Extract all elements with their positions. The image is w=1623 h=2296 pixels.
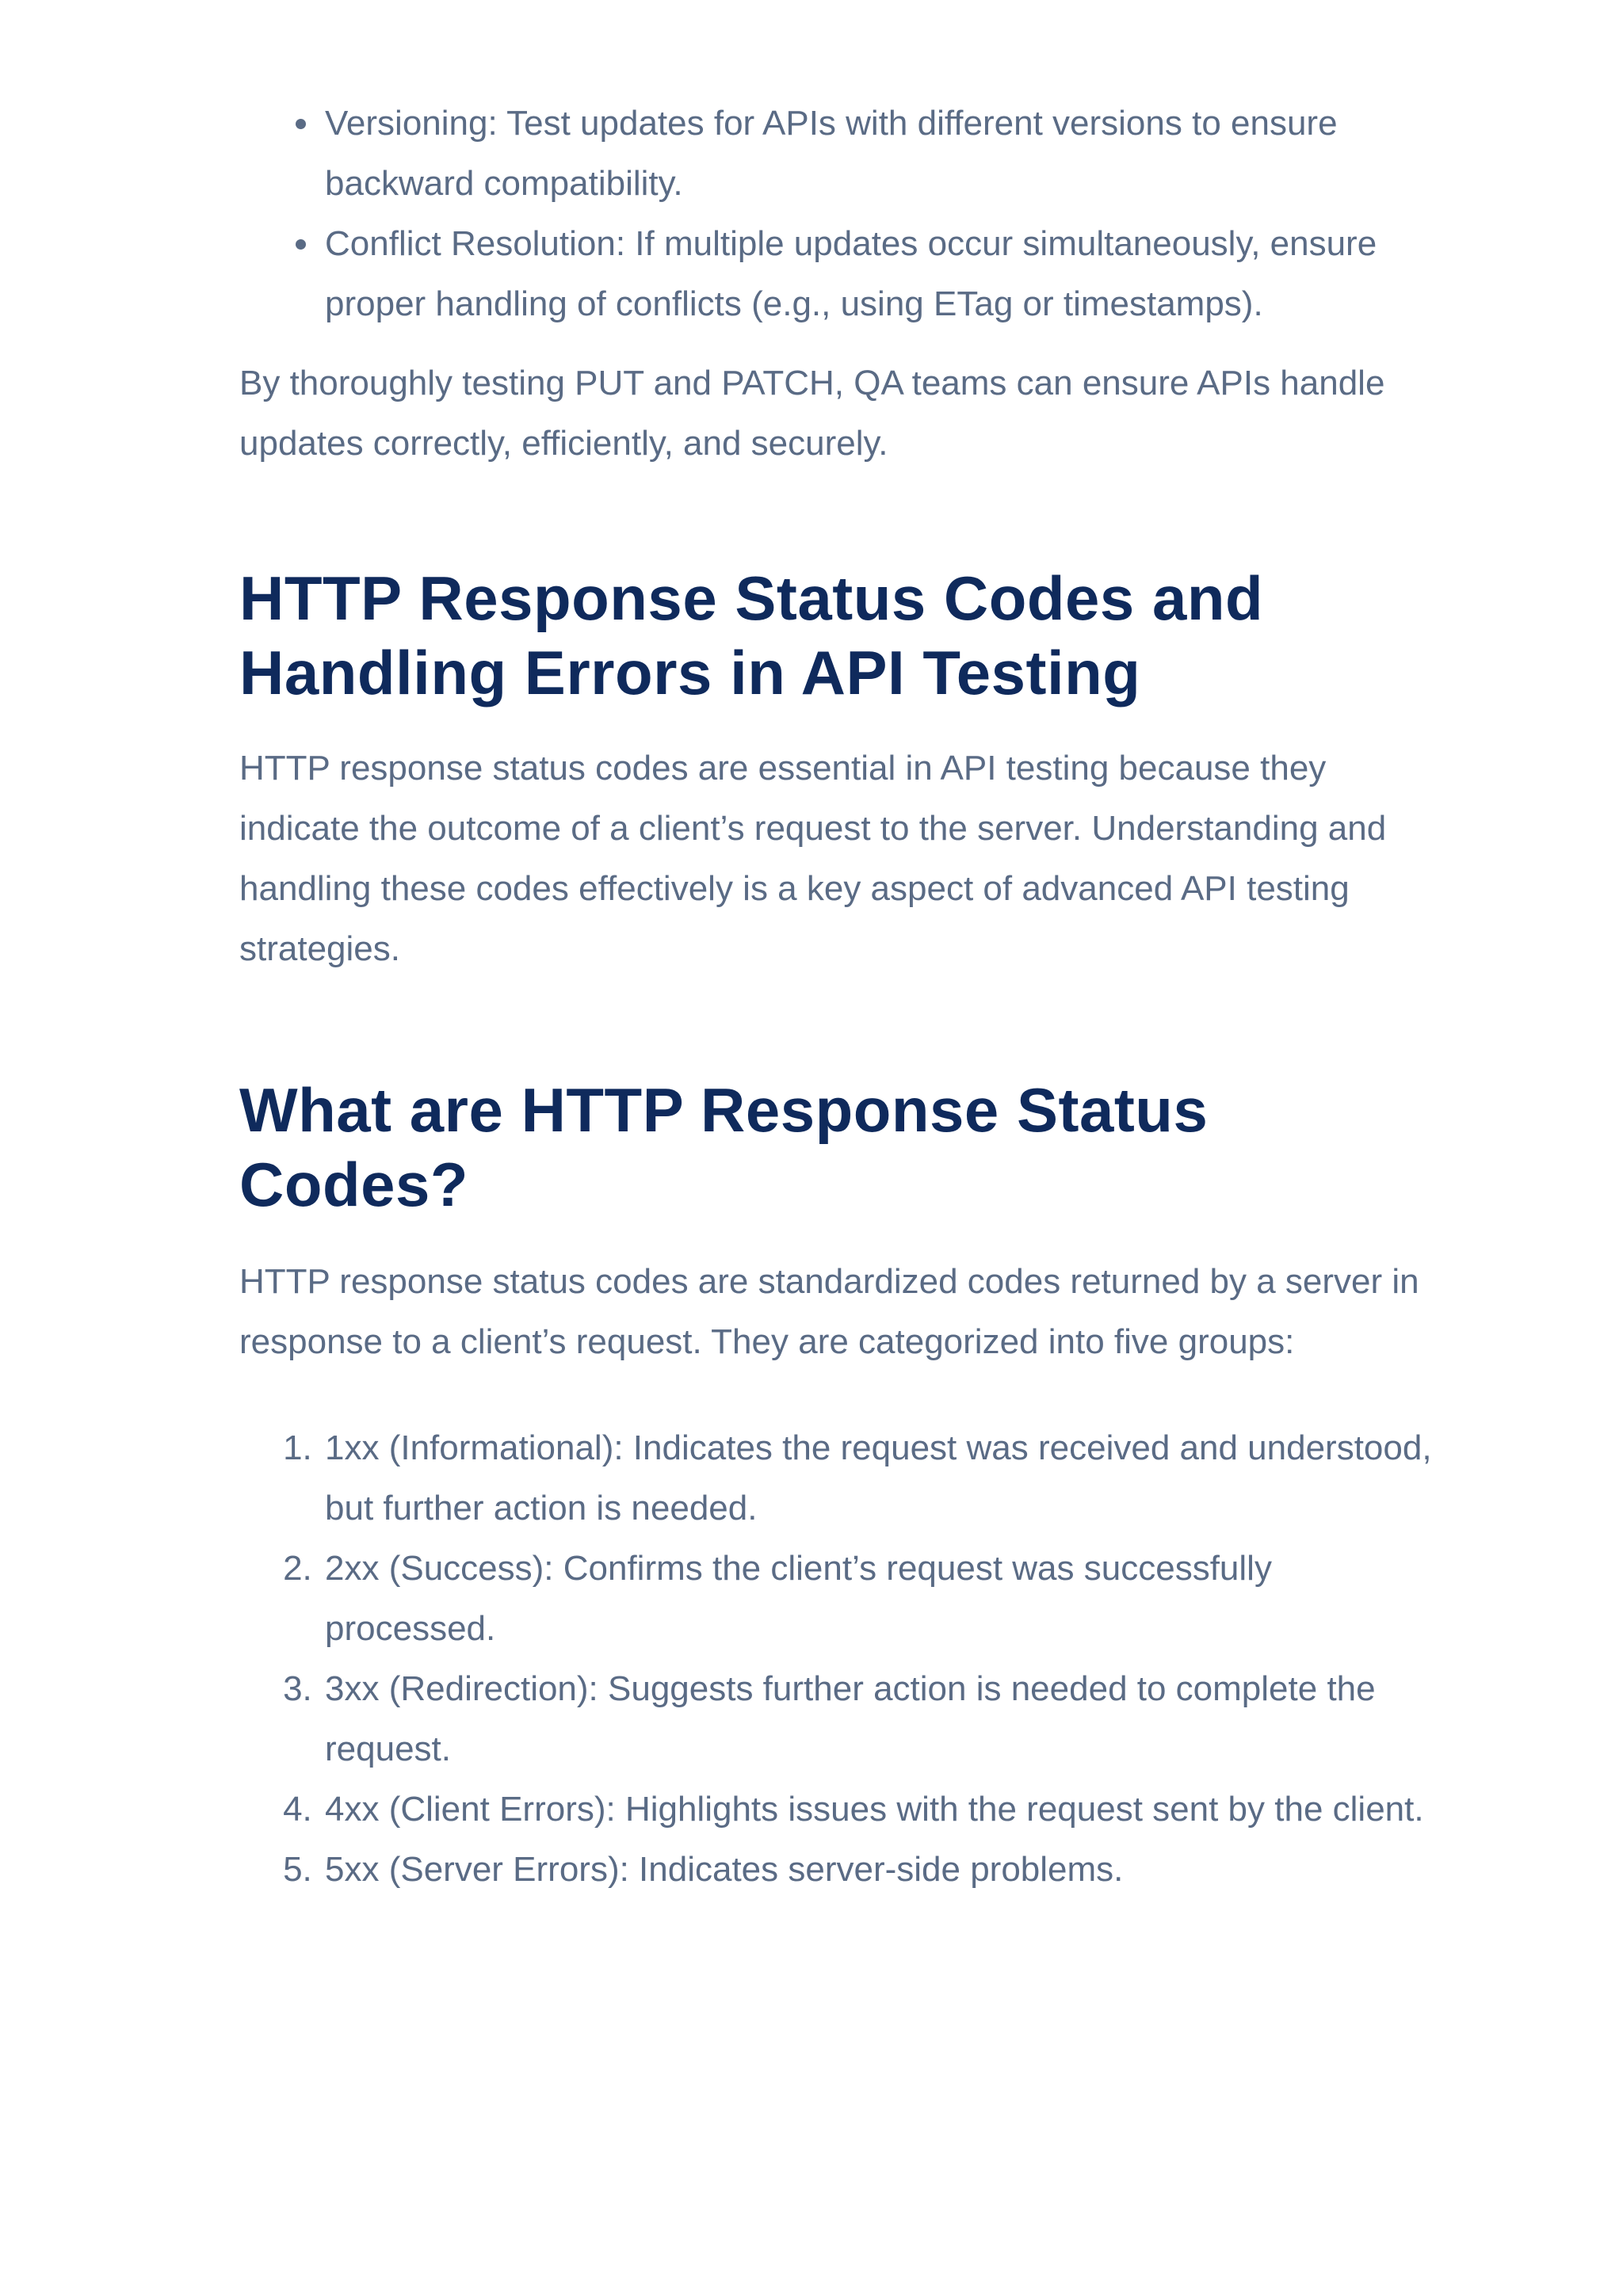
update-testing-bullet-list [239,93,1449,334]
section-heading: HTTP Response Status Codes and Handling Errors in API Testing [239,563,1264,707]
status-code-groups-list [239,1418,1449,1900]
list-item: 4. 4xx (Client Errors): Highlights issues with the request sent by the client. [322,1779,1449,1840]
section-intro-paragraph: HTTP response status codes are essential in API testing because they indicate the outcome of a client’s request to the server. Understanding and handling these codes effectively is a key aspect of advanced API testing strategies. [239,749,1387,968]
subsection-intro-paragraph: HTTP response status codes are standardized codes returned by a server in response to a client’s request. They are categorized into five groups: [239,1262,1419,1361]
list-item: • Conflict Resolution: If multiple updates occur simultaneously, ensure proper handling of conflicts (e.g., using ETag or timestamps). [322,214,1449,334]
list-item: • Versioning: Test updates for APIs with different versions to ensure backward compatibility. [322,93,1449,214]
list-item: 1. 1xx (Informational): Indicates the request was received and understood, but further action is needed. [322,1418,1449,1539]
subsection-heading: What are HTTP Response Status Codes? [239,1075,1209,1219]
list-item: 2. 2xx (Success): Confirms the client’s request was successfully processed. [322,1539,1449,1659]
list-item: 3. 3xx (Redirection): Suggests further action is needed to complete the request. [322,1659,1449,1779]
summary-paragraph: By thoroughly testing PUT and PATCH, QA teams can ensure APIs handle updates correctly, efficiently, and securely. [239,364,1385,463]
list-item: 5. 5xx (Server Errors): Indicates server-side problems. [322,1840,1449,1900]
